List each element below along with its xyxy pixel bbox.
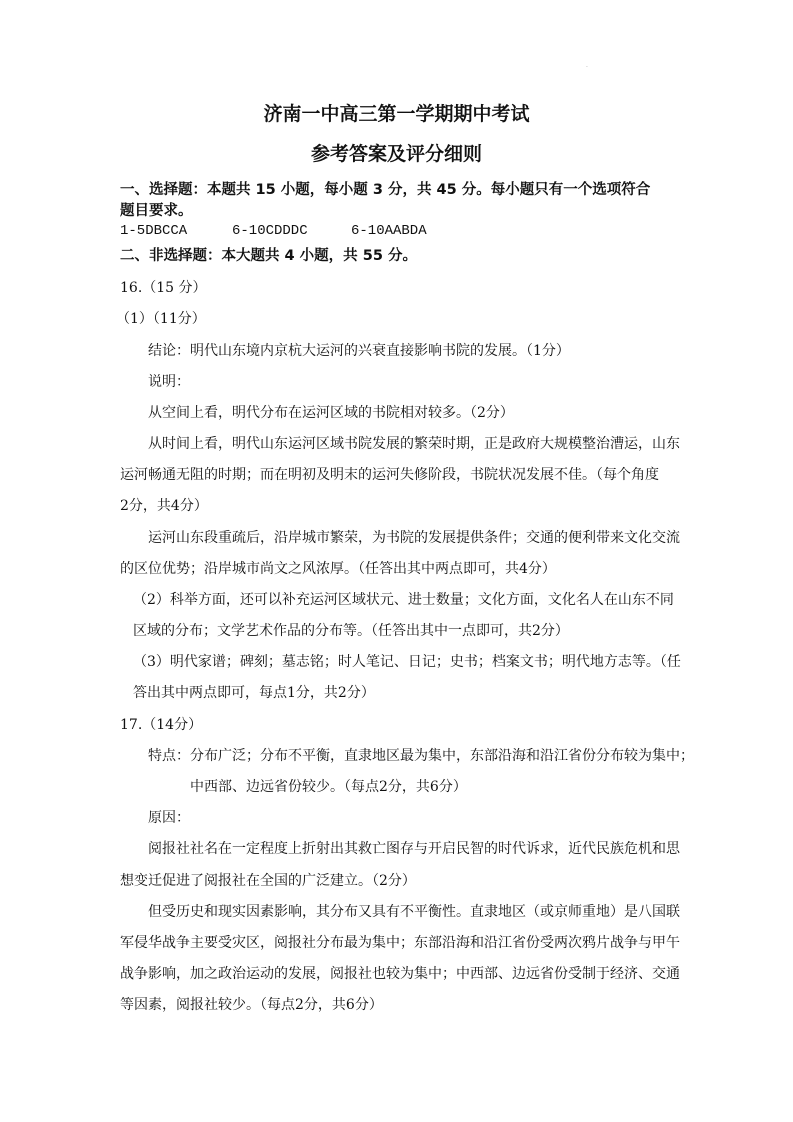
answer-group-3: 6-10AABDA	[351, 223, 427, 239]
section1-heading-line1: 一、选择题：本题共 15 小题，每小题 3 分，共 45 分。每小题只有一个选项符合	[120, 182, 651, 198]
q16-canal-line2: 的区位优势；沿岸城市尚文之风浓厚。（任答出其中两点即可，共4分）	[120, 561, 556, 577]
q17-feature-line2: 中西部、边远省份较少。（每点2分，共6分）	[190, 779, 467, 795]
q16-part3-line2: 答出其中两点即可，每点1分，共2分）	[133, 685, 375, 701]
section2-heading: 二、非选择题：本大题共 4 小题，共 55 分。	[120, 248, 417, 264]
q17-reason1-line1: 阅报社社名在一定程度上折射出其救亡图存与开启民智的时代诉求，近代民族危机和思	[148, 841, 680, 857]
q16-part2-line2: 区域的分布；文学艺术作品的分布等。（任答出其中一点即可，共2分）	[133, 623, 569, 639]
answer-group-2: 6-10CDDDC	[232, 223, 308, 239]
page-speck: ·	[586, 64, 588, 71]
q16-time-line1: 从时间上看，明代山东运河区域书院发展的繁荣时期，正是政府大规模整治漕运，山东	[148, 436, 680, 452]
q16-label: 16.（15 分）	[120, 280, 207, 296]
q16-space-point: 从空间上看，明代分布在运河区域的书院相对较多。（2分）	[148, 405, 514, 421]
q17-feature-line1: 特点：分布广泛；分布不平衡，直隶地区最为集中，东部沿海和沿江省份分布较为集中；	[148, 748, 694, 764]
q16-part2-line1: （2）科举方面，还可以补充运河区域状元、进士数量；文化方面，文化名人在山东不同	[133, 592, 674, 608]
q16-time-line3: 2分，共4分）	[120, 498, 208, 514]
q16-canal-line1: 运河山东段重疏后，沿岸城市繁荣，为书院的发展提供条件；交通的便利带来文化交流	[148, 530, 680, 546]
q17-reason2-line4: 等因素，阅报社较少。（每点2分，共6分）	[120, 997, 383, 1013]
section1-heading-line2: 题目要求。	[120, 203, 193, 219]
q17-reason2-line3: 战争影响，加之政治运动的发展，阅报社也较为集中；中西部、边远省份受制于经济、交通	[120, 966, 680, 982]
q17-reason2-line2: 军侵华战争主要受灾区，阅报社分布最为集中；东部沿海和沿江省份受两次鸦片战争与甲午	[120, 935, 680, 951]
q17-label: 17.（14分）	[120, 717, 203, 733]
page-title: 济南一中高三第一学期期中考试	[263, 103, 530, 125]
q16-conclusion: 结论：明代山东境内京杭大运河的兴衰直接影响书院的发展。（1分）	[148, 343, 570, 359]
page-subtitle: 参考答案及评分细则	[310, 143, 482, 165]
q16-explain-label: 说明：	[148, 374, 190, 390]
q17-reason2-line1: 但受历史和现实因素影响，其分布又具有不平衡性。直隶地区（或京师重地）是八国联	[148, 904, 680, 920]
q17-reason1-line2: 想变迁促进了阅报社在全国的广泛建立。（2分）	[120, 873, 416, 889]
answer-group-1: 1-5DBCCA	[120, 223, 188, 239]
q17-reason-label: 原因：	[148, 810, 190, 826]
q16-part3-line1: （3）明代家谱；碑刻；墓志铭；时人笔记、日记；史书；档案文书；明代地方志等。（任	[133, 654, 681, 670]
q16-part1-label: （1）（11分）	[116, 311, 206, 327]
q16-time-line2: 运河畅通无阻的时期；而在明初及明末的运河失修阶段，书院状况发展不佳。（每个角度	[120, 467, 659, 483]
